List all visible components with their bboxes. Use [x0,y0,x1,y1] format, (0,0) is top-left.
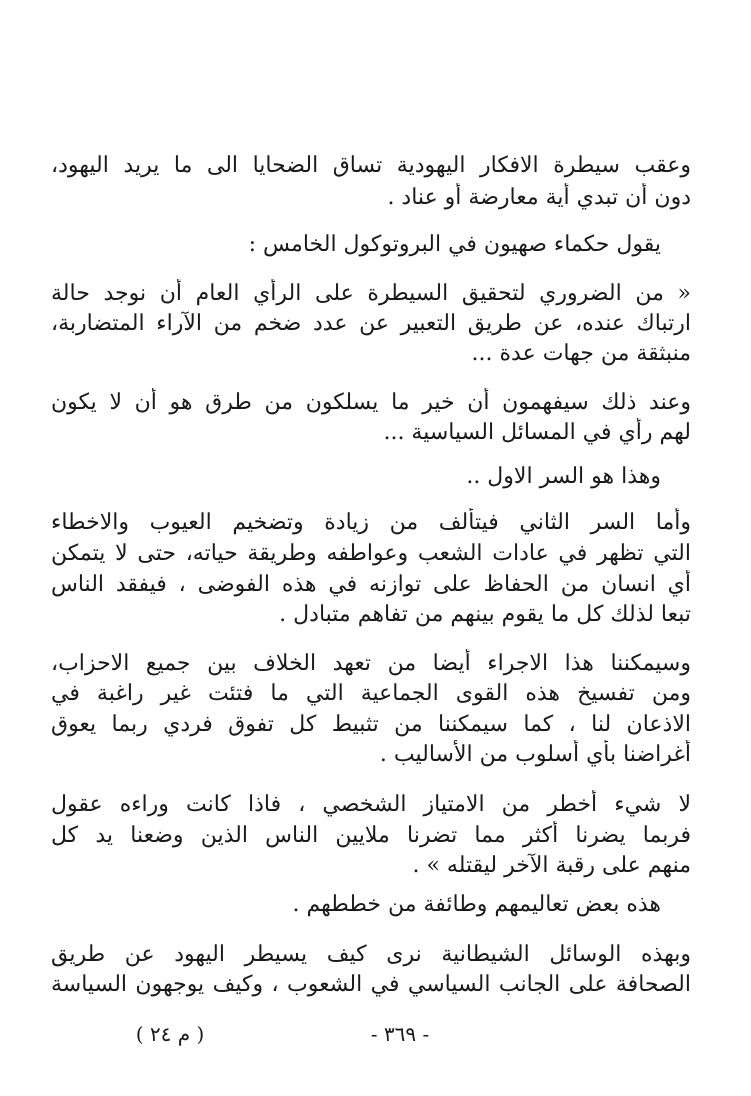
text-line: فربما يضرنا أكثر مما تضرنا ملايين الناس الذين وضعنا يد كل [51,823,691,848]
text-line: الاذعان لنا ، كما سيمكننا من تثبيط كل تفوق فردي ربما يعوق [51,712,691,737]
text-line: منبثقة من جهات عدة ... [471,341,691,366]
text-line: أغراضنا بأي أسلوب من الأساليب . [379,742,691,767]
text-line: ارتباك عنده، عن طريق التعبير عن عدد ضخم من الآراء المتضاربة، [51,311,691,336]
text-line: « من الضروري لتحقيق السيطرة على الرأي العام أن نوجد حالة [51,281,691,306]
text-line: ومن تفسيخ هذه القوى الجماعية التي ما فتئت غير راغبة في [51,681,691,706]
text-line: التي تظهر في عادات الشعب وعواطفه وطريقة حياته، حتى لا يتمكن [51,541,691,566]
text-line: لا شيء أخطر من الامتياز الشخصي ، فاذا كانت وراءه عقول [51,792,691,817]
text-line: وسيمكننا هذا الاجراء أيضا من تعهد الخلاف بين جميع الاحزاب، [51,651,691,676]
text-line: الصحافة على الجانب السياسي في الشعوب ، وكيف يوجهون السياسة [51,972,691,997]
text-line: منهم على رقبة الآخر ليقتله » . [412,853,691,878]
text-line: تبعا لذلك كل ما يقوم بينهم من تفاهم متبادل . [279,602,691,627]
text-line: أي انسان من الحفاظ على توازنه في هذه الفوضى ، فيفقد الناس [51,572,691,597]
text-line: وعقب سيطرة الافكار اليهودية تساق الضحايا الى ما يريد اليهود، [51,153,691,178]
text-line: وأما السر الثاني فيتألف من زيادة وتضخيم العيوب والاخطاء [51,510,691,535]
text-line: وهذا هو السر الاول .. [466,464,661,489]
text-line: وبهذه الوسائل الشيطانية نرى كيف يسيطر اليهود عن طريق [51,942,691,967]
text-line: هذه بعض تعاليمهم وطائفة من خططهم . [292,892,661,917]
signature-mark: ( م ٢٤ ) [135,1022,205,1046]
page-number: - ٣٦٩ - [370,1022,430,1046]
text-line: دون أن تبدي أية معارضة أو عناد . [387,185,691,210]
text-line: يقول حكماء صهيون في البروتوكول الخامس : [248,232,661,257]
text-line: وعند ذلك سيفهمون أن خير ما يسلكون من طرق هو أن لا يكون [51,390,691,415]
text-line: لهم رأي في المسائل السياسية ... [383,420,691,445]
